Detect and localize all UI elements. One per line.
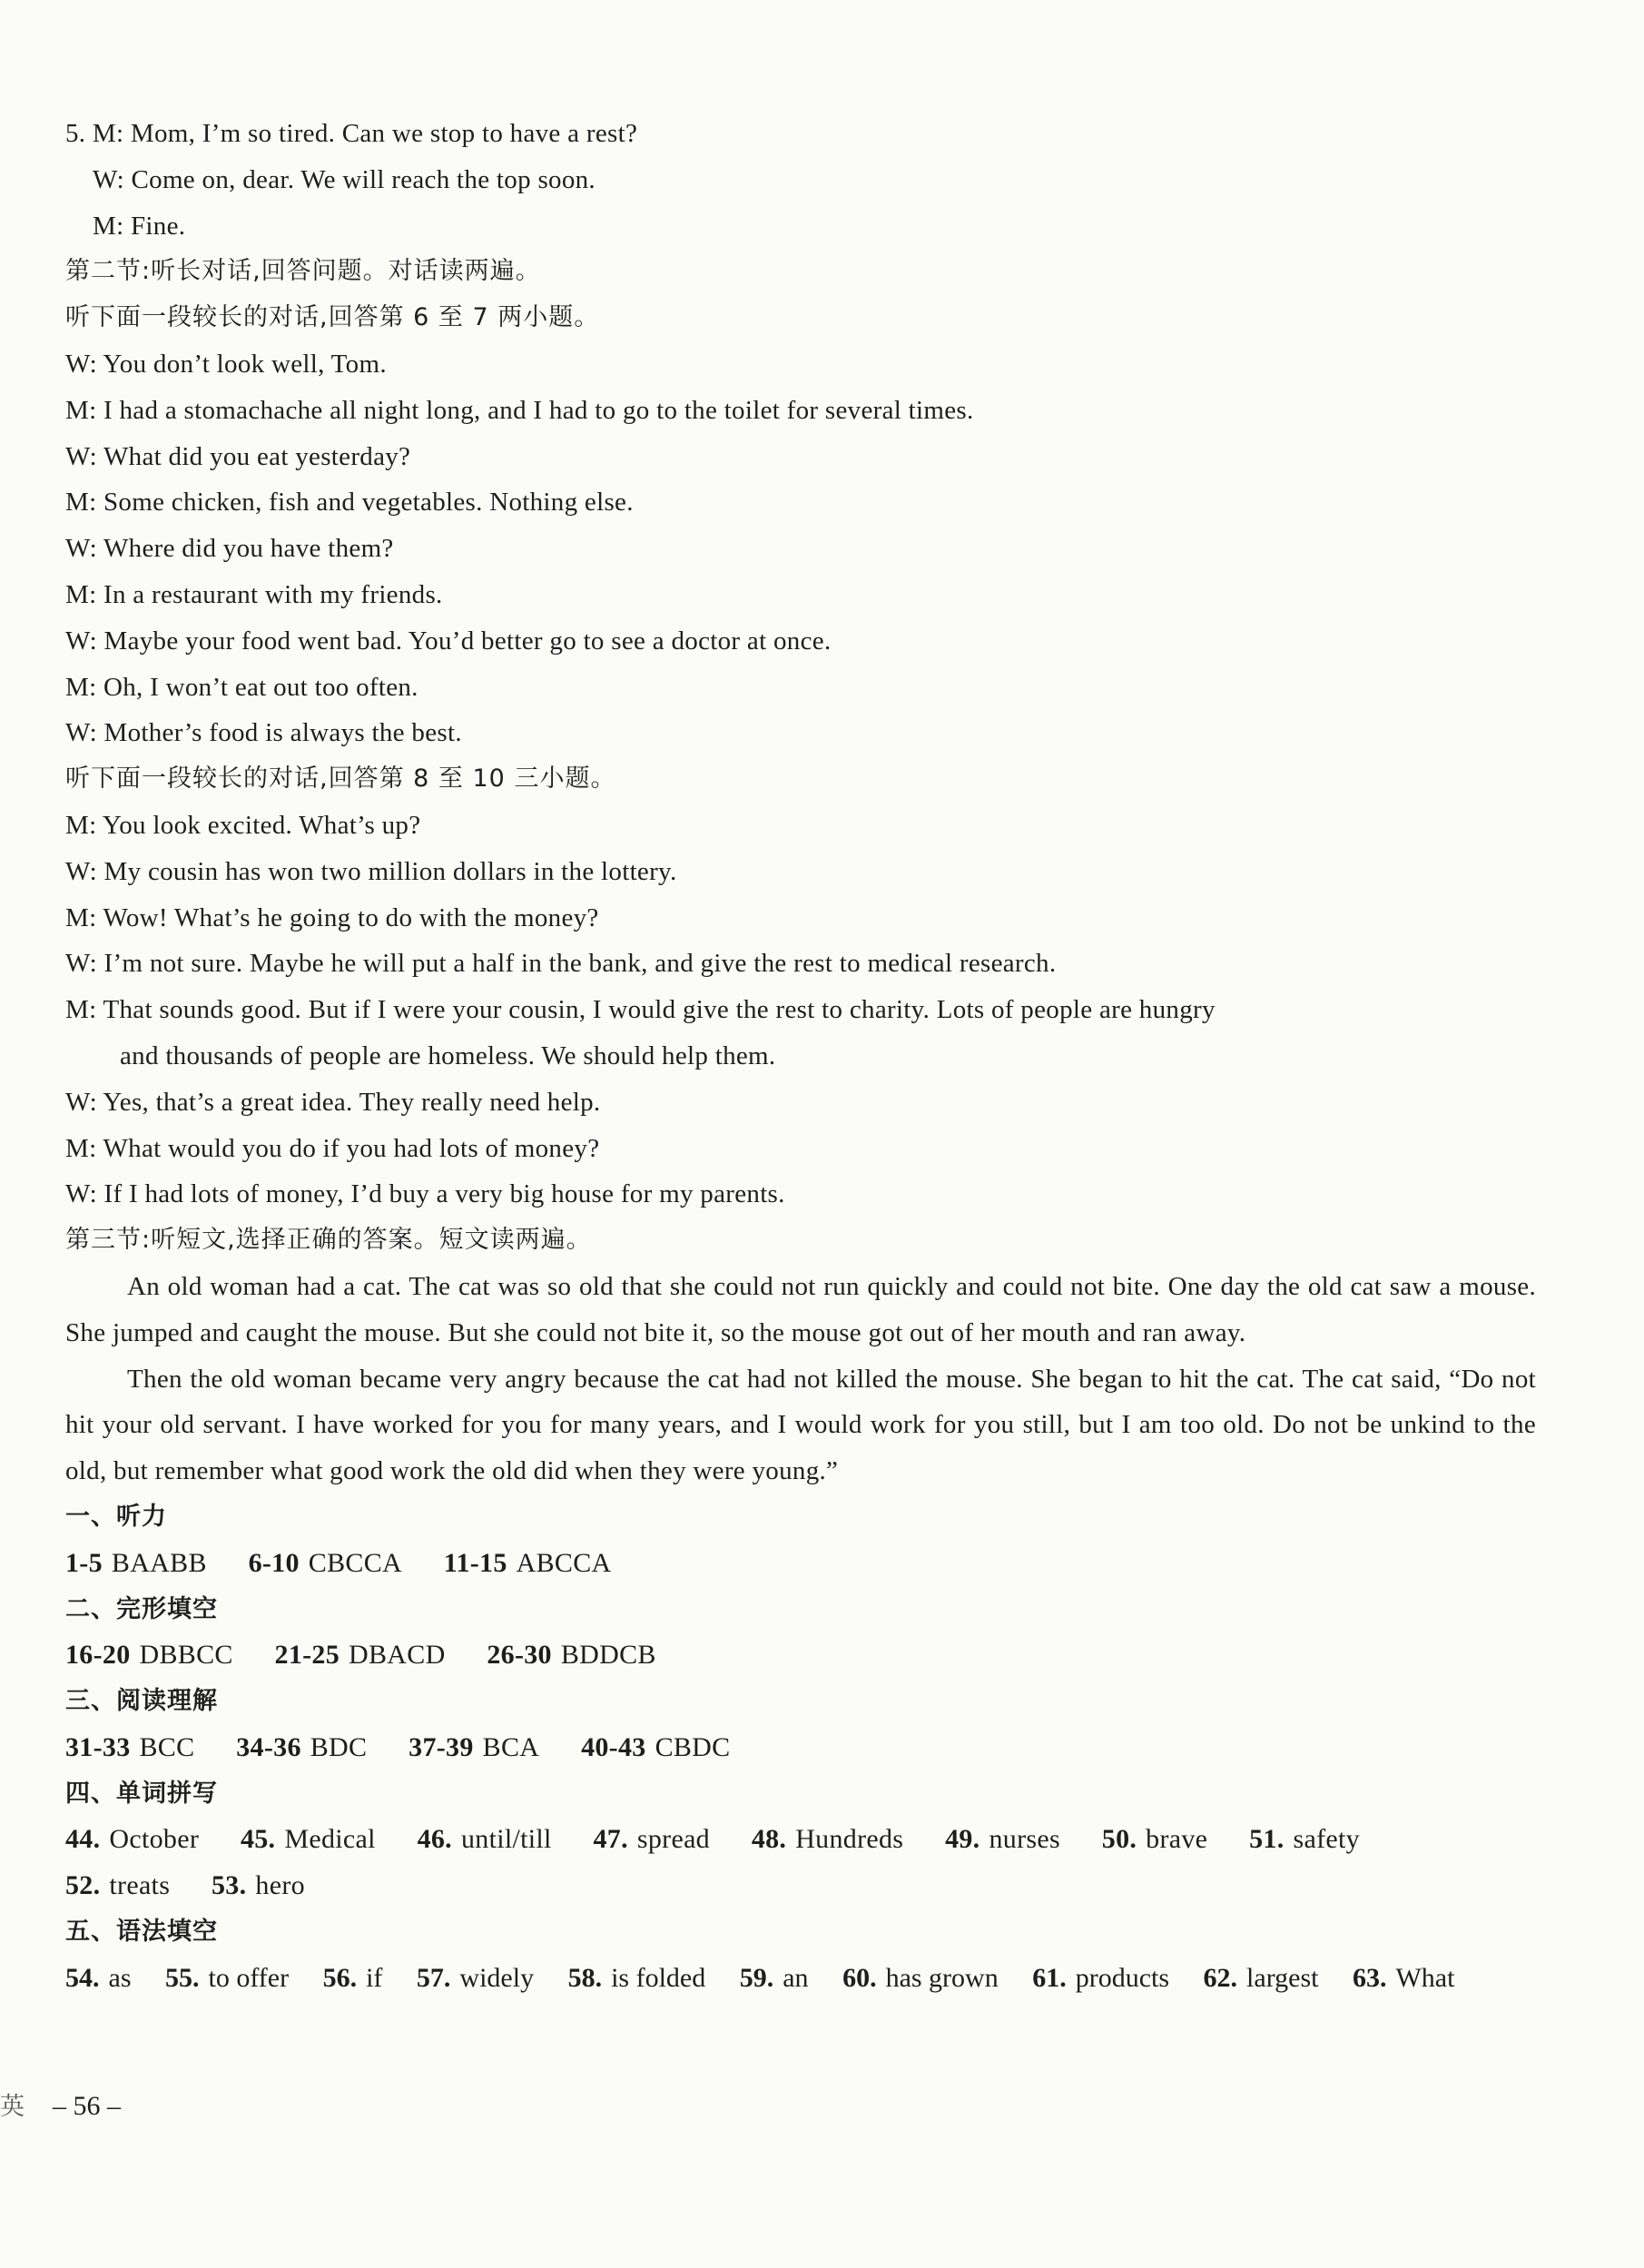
dialogue-line: M: I had a stomachache all night long, and I had to go to the toilet for several times. (65, 395, 974, 425)
answer-item: 34-36 BDC (236, 1731, 368, 1762)
passage-paragraph: Then the old woman became very angry because the cat had not killed the mouse. She began to hit the cat. The cat said, “Do not hit your old servant. I have worked for you for many years, and I would work for you still, but I am too old. Do not be unkind to the old, but remember what good work the old did when they were young.” (65, 1364, 1536, 1486)
answer-row (65, 1956, 1536, 2002)
answer-item: 58. is folded (567, 1962, 706, 1993)
dialogue-line: W: Maybe your food went bad. You’d better go to see a doctor at once. (65, 626, 832, 656)
answer-item: 6-10 CBCCA (248, 1547, 402, 1578)
answer-item: 1-5 BAABB (65, 1547, 207, 1578)
dialogue-line: W: Come on, dear. We will reach the top soon. (93, 164, 596, 194)
dialogue-line: M: What would you do if you had lots of money? (65, 1133, 600, 1163)
page-number (0, 2086, 121, 2122)
answer-item: 16-20 DBBCC (65, 1640, 233, 1671)
answer-section-title: 一、听力 (65, 1502, 167, 1531)
dialogue-line: M: You look excited. What’s up? (65, 810, 421, 840)
answer-item: 49. nurses (945, 1824, 1060, 1855)
dialogue-intro: 听下面一段较长的对话,回答第 8 至 10 三小题。 (65, 764, 616, 794)
dialogue-line: W: Mother’s food is always the best. (65, 718, 462, 748)
answer-item: 37-39 BCA (409, 1731, 540, 1762)
answer-row (65, 1632, 1536, 1679)
answer-item: 48. Hundreds (751, 1824, 904, 1855)
answer-item: 60. has grown (842, 1962, 999, 1993)
passage-paragraph: An old woman had a cat. The cat was so old that she could not run quickly and could not bite. One day the old cat saw a mouse. She jumped and caught the mouse. But she could not bite it, so the mouse got out of her mouth and ran away. (65, 1271, 1536, 1347)
answer-row (65, 1817, 1536, 1863)
answer-item: 45. Medical (240, 1824, 376, 1855)
dialogue-line: W: Where did you have them? (65, 534, 394, 564)
answer-item: 40-43 CBDC (581, 1731, 731, 1762)
answer-item: 50. brave (1101, 1824, 1208, 1855)
answer-item: 51. safety (1249, 1824, 1360, 1855)
dialogue-line: W: My cousin has won two million dollars in the lottery. (65, 856, 677, 886)
answer-item: 54. as (65, 1962, 132, 1993)
dialogue-line: W: What did you eat yesterday? (65, 441, 411, 471)
answer-item: 31-33 BCC (65, 1731, 195, 1762)
answer-item: 47. spread (593, 1824, 710, 1855)
answer-row (65, 1541, 1536, 1587)
answer-item: 63. What (1352, 1962, 1455, 1993)
answer-item: 61. products (1032, 1962, 1170, 1993)
answer-item: 53. hero (212, 1870, 305, 1901)
answer-item: 11-15 ABCCA (443, 1547, 612, 1578)
answer-item: 52. treats (65, 1870, 171, 1901)
dialogue-line: W: If I had lots of money, I’d buy a very big house for my parents. (65, 1179, 785, 1209)
dialogue-line: W: I’m not sure. Maybe he will put a half in the bank, and give the rest to medical research. (65, 949, 1057, 979)
dialogue-line: M: In a restaurant with my friends. (65, 579, 443, 609)
dialogue-line: M: Wow! What’s he going to do with the money? (65, 902, 599, 932)
answer-item: 44. October (65, 1824, 200, 1855)
dialogue-line: W: Yes, that’s a great idea. They really need help. (65, 1087, 601, 1117)
answer-item: 55. to offer (165, 1962, 290, 1993)
section-2-title: 第二节:听长对话,回答问题。对话读两遍。 (65, 257, 541, 286)
answer-item: 21-25 DBACD (274, 1640, 446, 1671)
answer-item: 62. largest (1203, 1962, 1319, 1993)
dialogue-line: 5. M: Mom, I’m so tired. Can we stop to have a rest? (65, 119, 638, 148)
answer-section-title: 四、单词拼写 (65, 1779, 218, 1808)
page-content (65, 111, 1536, 2002)
dialogue-line: M: That sounds good. But if I were your cousin, I would give the rest to charity. Lots of people are hungry (65, 995, 1216, 1025)
answer-item: 57. widely (416, 1962, 535, 1993)
answer-item: 46. until/till (417, 1824, 552, 1855)
dialogue-line: M: Oh, I won’t eat out too often. (65, 672, 418, 702)
dialogue-line: M: Fine. (93, 211, 186, 241)
answer-row (65, 1863, 1536, 1909)
page-edge-char: 英 (0, 2093, 25, 2121)
answer-section-title: 三、阅读理解 (65, 1687, 218, 1716)
answer-item: 26-30 BDDCB (487, 1640, 656, 1671)
dialogue-intro: 听下面一段较长的对话,回答第 6 至 7 两小题。 (65, 303, 600, 332)
dialogue-line: M: Some chicken, fish and vegetables. Nothing else. (65, 488, 634, 518)
answer-section-title: 五、语法填空 (65, 1918, 218, 1947)
page-number-text: – 56 – (53, 2091, 121, 2121)
answer-section-title: 二、完形填空 (65, 1594, 218, 1623)
section-3-title: 第三节:听短文,选择正确的答案。短文读两遍。 (65, 1226, 592, 1255)
answer-row (65, 1725, 1536, 1771)
answer-item: 56. if (322, 1962, 383, 1993)
answer-item: 59. an (739, 1962, 809, 1993)
dialogue-line-wrap: and thousands of people are homeless. We should help them. (120, 1040, 776, 1070)
dialogue-line: W: You don’t look well, Tom. (65, 349, 387, 379)
